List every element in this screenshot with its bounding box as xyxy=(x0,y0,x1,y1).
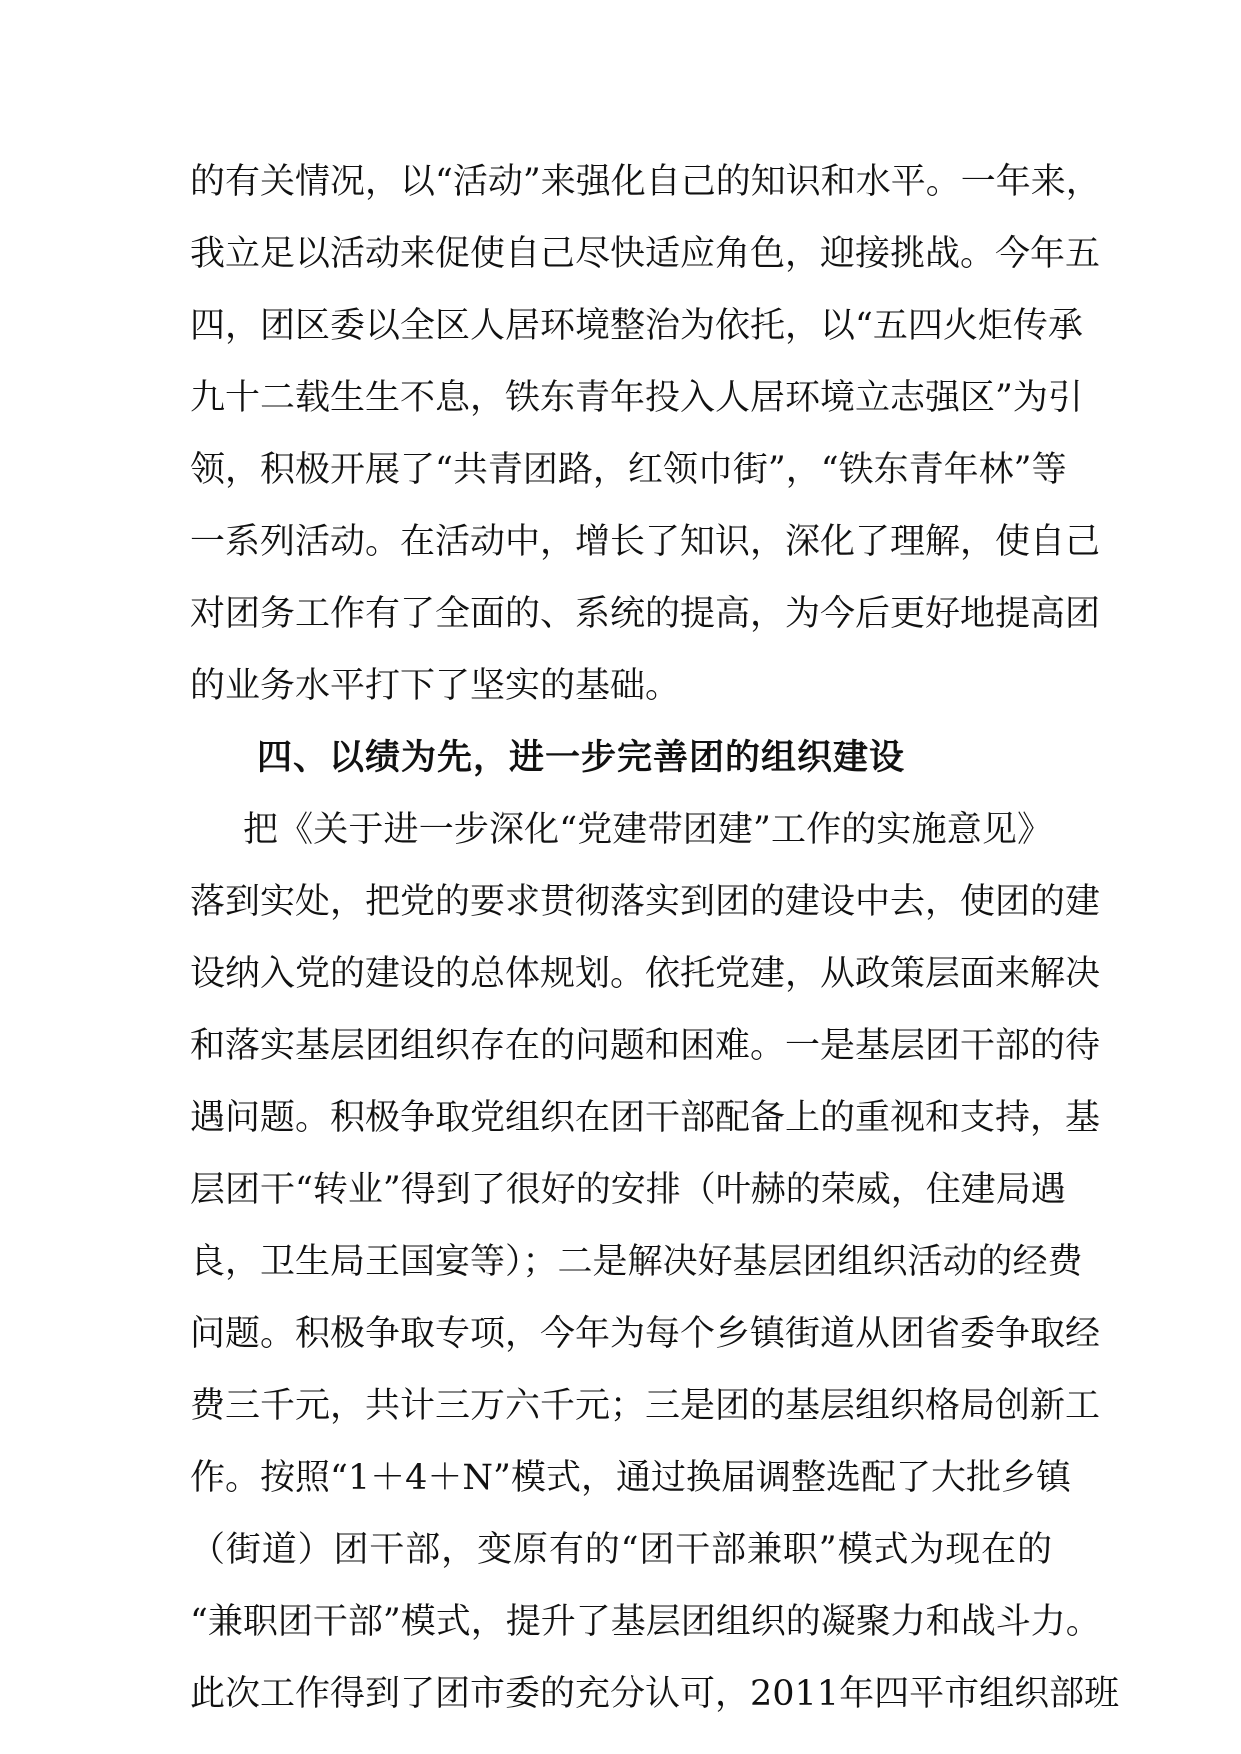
paragraph-2-line-2: 落到实处，把党的要求贯彻落实到团的建设中去，使团的建 xyxy=(190,882,1101,922)
paragraph-1-line-3: 四，团区委以全区人居环境整治为依托，以“五四火炬传承 xyxy=(190,306,1083,346)
paragraph-2-line-13: 此次工作得到了团市委的充分认可，2011年四平市组织部班 xyxy=(190,1674,1120,1714)
paragraph-2-line-5: 遇问题。积极争取党组织在团干部配备上的重视和支持，基 xyxy=(190,1098,1101,1138)
paragraph-2-line-12: “兼职团干部”模式，提升了基层团组织的凝聚力和战斗力。 xyxy=(190,1602,1101,1642)
paragraph-2-line-6: 层团干“转业”得到了很好的安排（叶赫的荣威，住建局遇 xyxy=(190,1170,1066,1210)
paragraph-2-line-3: 设纳入党的建设的总体规划。依托党建，从政策层面来解决 xyxy=(190,954,1101,994)
paragraph-2-line-7: 良，卫生局王国宴等）；二是解决好基层团组织活动的经费 xyxy=(190,1242,1083,1282)
paragraph-1-line-7: 对团务工作有了全面的、系统的提高，为今后更好地提高团 xyxy=(190,594,1101,634)
paragraph-2-line-8: 问题。积极争取专项，今年为每个乡镇街道从团省委争取经 xyxy=(190,1314,1101,1354)
paragraph-1-line-2: 我立足以活动来促使自己尽快适应角色，迎接挑战。今年五 xyxy=(190,234,1101,274)
section-heading: 四、以绩为先，进一步完善团的组织建设 xyxy=(257,737,906,778)
paragraph-2-line-4: 和落实基层团组织存在的问题和困难。一是基层团干部的待 xyxy=(190,1026,1101,1066)
paragraph-2-line-9: 费三千元，共计三万六千元；三是团的基层组织格局创新工 xyxy=(190,1386,1101,1426)
paragraph-2-line-11: （街道）团干部，变原有的“团干部兼职”模式为现在的 xyxy=(190,1530,1052,1570)
paragraph-1-line-5: 领，积极开展了“共青团路，红领巾街”，“铁东青年林”等 xyxy=(190,450,1067,490)
paragraph-1-line-4: 九十二载生生不息，铁东青年投入人居环境立志强区”为引 xyxy=(190,378,1083,418)
paragraph-1-line-8: 的业务水平打下了坚实的基础。 xyxy=(190,666,681,706)
paragraph-2-line-1: 把《关于进一步深化“党建带团建”工作的实施意见》 xyxy=(243,810,1052,850)
paragraph-1-line-1: 的有关情况，以“活动”来强化自己的知识和水平。一年来， xyxy=(190,162,1101,202)
paragraph-2-line-10: 作。按照“1＋4＋N”模式，通过换届调整选配了大批乡镇 xyxy=(190,1458,1071,1498)
paragraph-1-line-6: 一系列活动。在活动中，增长了知识，深化了理解，使自己 xyxy=(190,522,1101,562)
